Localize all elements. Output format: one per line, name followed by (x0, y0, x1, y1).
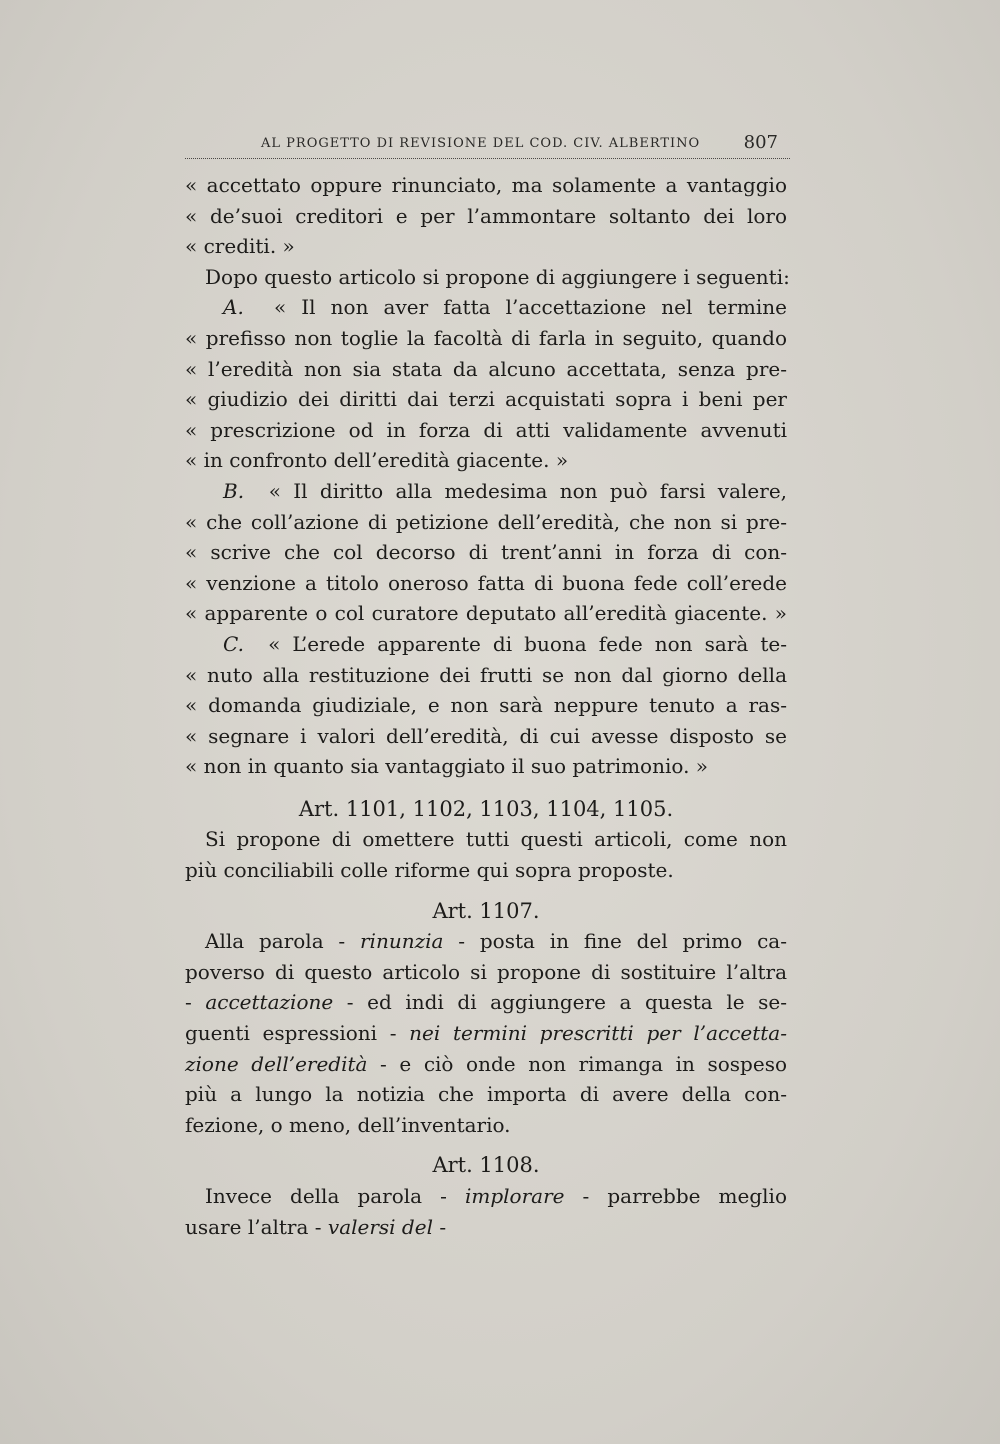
text-line (185, 926, 787, 957)
italic-term: valersi del (327, 1214, 433, 1239)
clause-text: « L’erede apparente di buona fede non sarà te- (268, 631, 787, 656)
clause-letter-a: A. (223, 295, 244, 320)
text-line: « domanda giudiziale, e non sarà neppure tenuto a ras- (185, 693, 787, 718)
text-line: « apparente o col curatore deputato all’eredità giacente. » (185, 601, 787, 626)
text-span: - (432, 1214, 447, 1239)
text-span: Alla parola - (205, 929, 360, 954)
article-heading: Art. 1108. (432, 1153, 540, 1178)
text-line: Dopo questo articolo si propone di aggiungere i seguenti: (205, 264, 790, 289)
text-span: Invece della parola - (205, 1184, 465, 1208)
text-span: - parrebbe meglio (564, 1184, 787, 1208)
text-line: poverso di questo articolo si propone di sostituire l’altra (185, 959, 787, 984)
text-line: « crediti. » (185, 234, 295, 259)
italic-term: accettazione (205, 990, 334, 1015)
page-number: 807 (743, 132, 778, 153)
text-span: - e ciò onde non rimanga in sospeso (367, 1051, 787, 1076)
text-line (185, 629, 787, 660)
page-header (185, 130, 790, 159)
text-line: « venzione a titolo oneroso fatta di buona fede coll’erede (185, 570, 787, 595)
text-span: - ed indi di aggiungere a questa le se- (333, 990, 787, 1015)
text-line: « scrive che col decorso di trent’anni in forza di con- (185, 540, 787, 565)
body-text (185, 170, 790, 1242)
text-line (185, 476, 787, 507)
text-line: « nuto alla restituzione dei frutti se non dal giorno della (185, 662, 787, 687)
text-line (185, 1181, 787, 1212)
text-line: più a lungo la notizia che importa di avere della con- (185, 1082, 787, 1107)
text-line (185, 292, 787, 323)
italic-term: nei termini prescritti per l’accetta- (409, 1021, 787, 1046)
text-line: « che coll’azione di petizione dell’eredità, che non si pre- (185, 509, 787, 534)
article-heading: Art. 1107. (432, 898, 540, 923)
article-heading: Art. 1101, 1102, 1103, 1104, 1105. (298, 796, 674, 821)
text-line: « de’suoi creditori e per l’ammontare soltanto dei loro (185, 203, 787, 228)
text-line: « prescrizione od in forza di atti validamente avvenuti (185, 417, 787, 442)
text-line: « l’eredità non sia stata da alcuno accettata, senza pre- (185, 356, 787, 381)
clause-text: « Il diritto alla medesima non può farsi valere, (268, 478, 788, 503)
text-span: guenti espressioni - (185, 1021, 410, 1046)
text-span: - (185, 990, 206, 1015)
italic-term: zione dell’eredità (185, 1051, 368, 1076)
text-line: « segnare i valori dell’eredità, di cui avesse disposto se (185, 723, 787, 748)
text-line: « prefisso non toglie la facoltà di farla in seguito, quando (185, 325, 787, 350)
text-line (185, 987, 787, 1018)
text-line: « non in quanto sia vantaggiato il suo patrimonio. » (185, 754, 709, 779)
text-line: Si propone di omettere tutti questi articoli, come non (205, 827, 787, 852)
text-line: fezione, o meno, dell’inventario. (185, 1112, 511, 1137)
text-line (185, 1212, 787, 1243)
text-span: usare l’altra - (185, 1214, 328, 1239)
text-line: « giudizio dei diritti dai terzi acquistati sopra i beni per (185, 387, 787, 412)
clause-text: « Il non aver fatta l’accettazione nel termine (273, 295, 787, 320)
text-span: - posta in fine del primo ca- (443, 929, 787, 954)
clause-letter-c: C. (223, 631, 244, 656)
text-line: più conciliabili colle riforme qui sopra proposte. (185, 858, 674, 883)
running-title: AL PROGETTO DI REVISIONE DEL COD. CIV. ALBERTINO (261, 136, 701, 151)
text-line: « in confronto dell’eredità giacente. » (185, 448, 569, 473)
italic-term: implorare (464, 1184, 565, 1208)
text-line (185, 1049, 787, 1080)
text-line (185, 1018, 787, 1049)
clause-letter-b: B. (223, 478, 245, 503)
text-line: « accettato oppure rinunciato, ma solamente a vantaggio (185, 173, 787, 197)
italic-term: rinunzia (360, 929, 444, 954)
